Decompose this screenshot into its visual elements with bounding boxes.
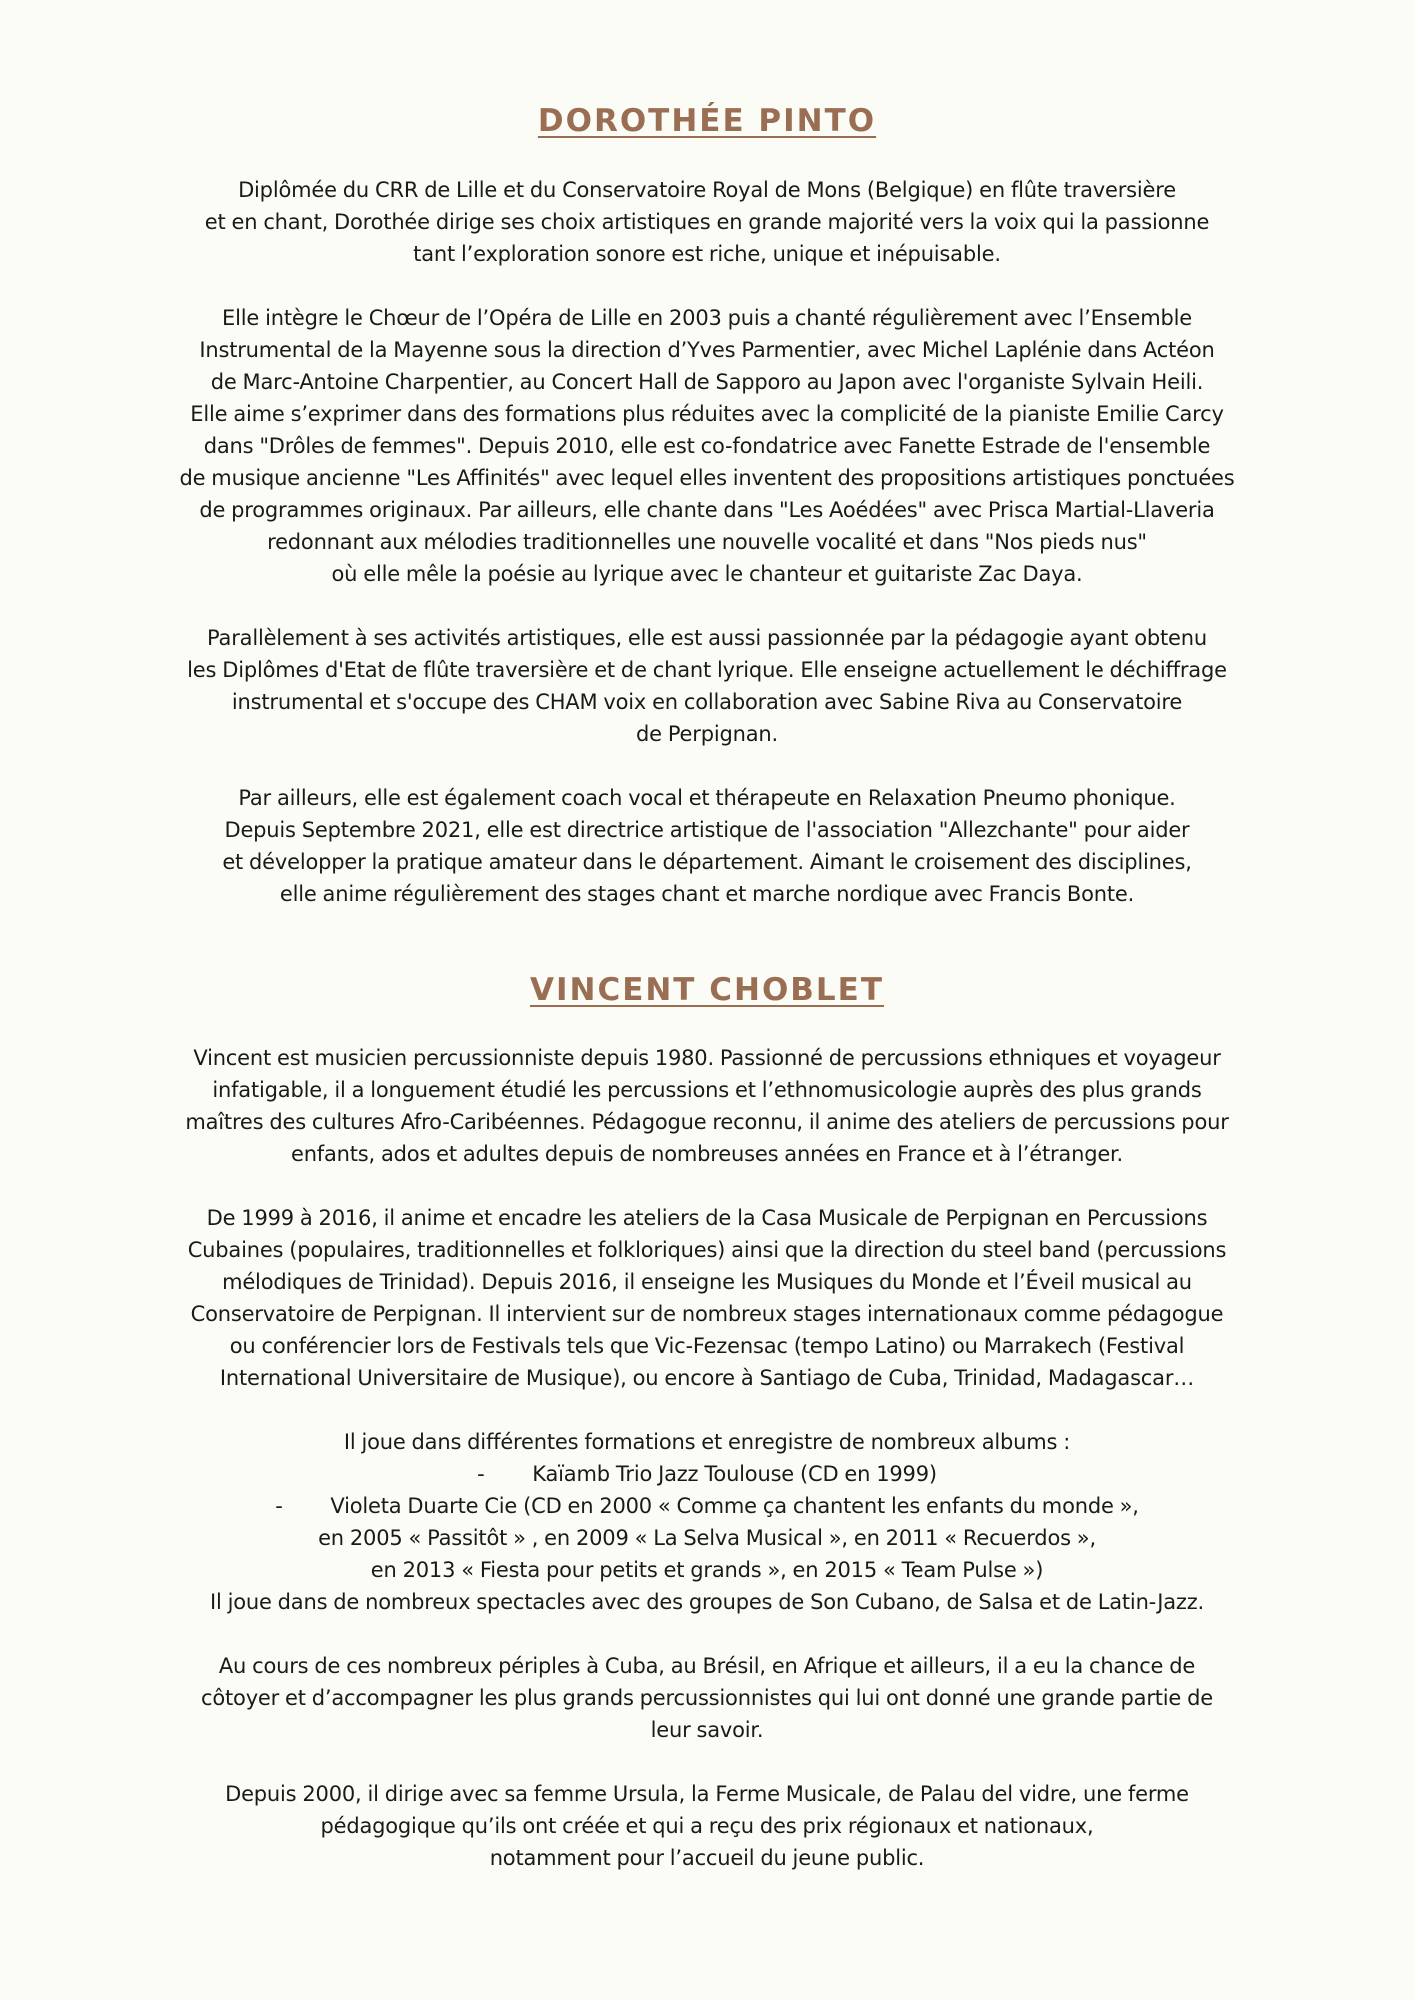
text-line: notamment pour l’accueil du jeune public. xyxy=(489,1846,925,1870)
text-line: Elle aime s’exprimer dans des formations plus réduites avec la complicité de la pianiste Emilie Carcy xyxy=(190,402,1224,426)
list-item: - Kaïamb Trio Jazz Toulouse (CD en 1999) xyxy=(477,1462,937,1486)
bio-paragraph xyxy=(60,174,1354,270)
text-line: et en chant, Dorothée dirige ses choix artistiques en grande majorité vers la voix qui la passionne xyxy=(204,210,1210,234)
text-line: Depuis Septembre 2021, elle est directrice artistique de l'association "Allezchante" pour aider xyxy=(224,818,1190,842)
text-line: les Diplômes d'Etat de flûte traversière et de chant lyrique. Elle enseigne actuellement le déchiffrage xyxy=(187,658,1227,682)
text-line: leur savoir. xyxy=(650,1718,764,1742)
text-line: mélodiques de Trinidad). Depuis 2016, il enseigne les Musiques du Monde et l’Éveil musical au xyxy=(222,1270,1192,1294)
bio-paragraph xyxy=(60,622,1354,750)
text-line: enfants, ados et adultes depuis de nombreuses années en France et à l’étranger. xyxy=(290,1142,1124,1166)
section-heading-dorothee-pinto xyxy=(0,101,1414,141)
bio-paragraph xyxy=(60,1650,1354,1746)
text-line: Instrumental de la Mayenne sous la direction d’Yves Parmentier, avec Michel Laplénie dans Actéon xyxy=(199,338,1215,362)
section-heading-vincent-choblet xyxy=(0,970,1414,1010)
text-line: de musique ancienne "Les Affinités" avec lequel elles inventent des propositions artistiques ponctuées xyxy=(179,466,1235,490)
text-line: Diplômée du CRR de Lille et du Conservatoire Royal de Mons (Belgique) en flûte traversière xyxy=(238,178,1176,202)
text-line: redonnant aux mélodies traditionnelles une nouvelle vocalité et dans "Nos pieds nus" xyxy=(267,530,1147,554)
text-line: en 2013 « Fiesta pour petits et grands », en 2015 « Team Pulse ») xyxy=(370,1558,1044,1582)
text-line: Depuis 2000, il dirige avec sa femme Ursula, la Ferme Musicale, de Palau del vidre, une ferme xyxy=(225,1782,1189,1806)
bio-paragraph xyxy=(60,1426,1354,1618)
text-line: dans "Drôles de femmes". Depuis 2010, elle est co-fondatrice avec Fanette Estrade de l'ensemble xyxy=(203,434,1211,458)
text-line: Vincent est musicien percussionniste depuis 1980. Passionné de percussions ethniques et voyageur xyxy=(193,1046,1221,1070)
bio-paragraph xyxy=(60,1042,1354,1170)
text-line: pédagogique qu’ils ont créée et qui a reçu des prix régionaux et nationaux, xyxy=(320,1814,1094,1838)
text-line: Cubaines (populaires, traditionnelles et folkloriques) ainsi que la direction du steel band (percussions xyxy=(187,1238,1227,1262)
text-line: Conservatoire de Perpignan. Il intervient sur de nombreux stages internationaux comme pédagogue xyxy=(190,1302,1224,1326)
text-line: maîtres des cultures Afro-Caribéennes. Pédagogue reconnu, il anime des ateliers de percussions pour xyxy=(185,1110,1229,1134)
text-line: Il joue dans de nombreux spectacles avec des groupes de Son Cubano, de Salsa et de Latin-Jazz. xyxy=(209,1590,1205,1614)
text-line: International Universitaire de Musique), ou encore à Santiago de Cuba, Trinidad, Madagascar… xyxy=(219,1366,1195,1390)
bio-paragraph xyxy=(60,302,1354,590)
text-line: de programmes originaux. Par ailleurs, elle chante dans "Les Aoédées" avec Prisca Martial-Llaveria xyxy=(199,498,1215,522)
bio-paragraph xyxy=(60,1778,1354,1874)
heading-text: DOROTHÉE PINTO xyxy=(537,103,877,139)
text-line: Parallèlement à ses activités artistiques, elle est aussi passionnée par la pédagogie ayant obtenu xyxy=(207,626,1207,650)
text-line: tant l’exploration sonore est riche, unique et inépuisable. xyxy=(413,242,1001,266)
text-line: ou conférencier lors de Festivals tels que Vic-Fezensac (tempo Latino) ou Marrakech (Festival xyxy=(229,1334,1185,1358)
text-line: Il joue dans différentes formations et enregistre de nombreux albums : xyxy=(343,1430,1071,1454)
text-line: côtoyer et d’accompagner les plus grands percussionnistes qui lui ont donné une grande partie de xyxy=(201,1686,1213,1710)
bio-paragraph xyxy=(60,782,1354,910)
text-line: Par ailleurs, elle est également coach vocal et thérapeute en Relaxation Pneumo phonique. xyxy=(238,786,1176,810)
text-line: infatigable, il a longuement étudié les percussions et l’ethnomusicologie auprès des plus grands xyxy=(212,1078,1202,1102)
text-line: et développer la pratique amateur dans le département. Aimant le croisement des disciplines, xyxy=(222,850,1192,874)
bio-paragraph xyxy=(60,1202,1354,1394)
text-line: Elle intègre le Chœur de l’Opéra de Lille en 2003 puis a chanté régulièrement avec l’Ensemble xyxy=(222,306,1192,330)
text-line: de Marc-Antoine Charpentier, au Concert Hall de Sapporo au Japon avec l'organiste Sylvain Heili. xyxy=(210,370,1204,394)
list-item: - Violeta Duarte Cie (CD en 2000 « Comme ça chantent les enfants du monde », xyxy=(275,1494,1139,1518)
text-line: De 1999 à 2016, il anime et encadre les ateliers de la Casa Musicale de Perpignan en Percussions xyxy=(206,1206,1208,1230)
text-line: elle anime régulièrement des stages chant et marche nordique avec Francis Bonte. xyxy=(279,882,1135,906)
text-line: de Perpignan. xyxy=(636,722,778,746)
text-line: en 2005 « Passitôt » , en 2009 « La Selva Musical », en 2011 « Recuerdos », xyxy=(318,1526,1096,1550)
text-line: où elle mêle la poésie au lyrique avec le chanteur et guitariste Zac Daya. xyxy=(331,562,1083,586)
text-line: instrumental et s'occupe des CHAM voix en collaboration avec Sabine Riva au Conservatoire xyxy=(231,690,1183,714)
heading-text: VINCENT CHOBLET xyxy=(529,972,885,1008)
text-line: Au cours de ces nombreux périples à Cuba, au Brésil, en Afrique et ailleurs, il a eu la chance de xyxy=(218,1654,1196,1678)
